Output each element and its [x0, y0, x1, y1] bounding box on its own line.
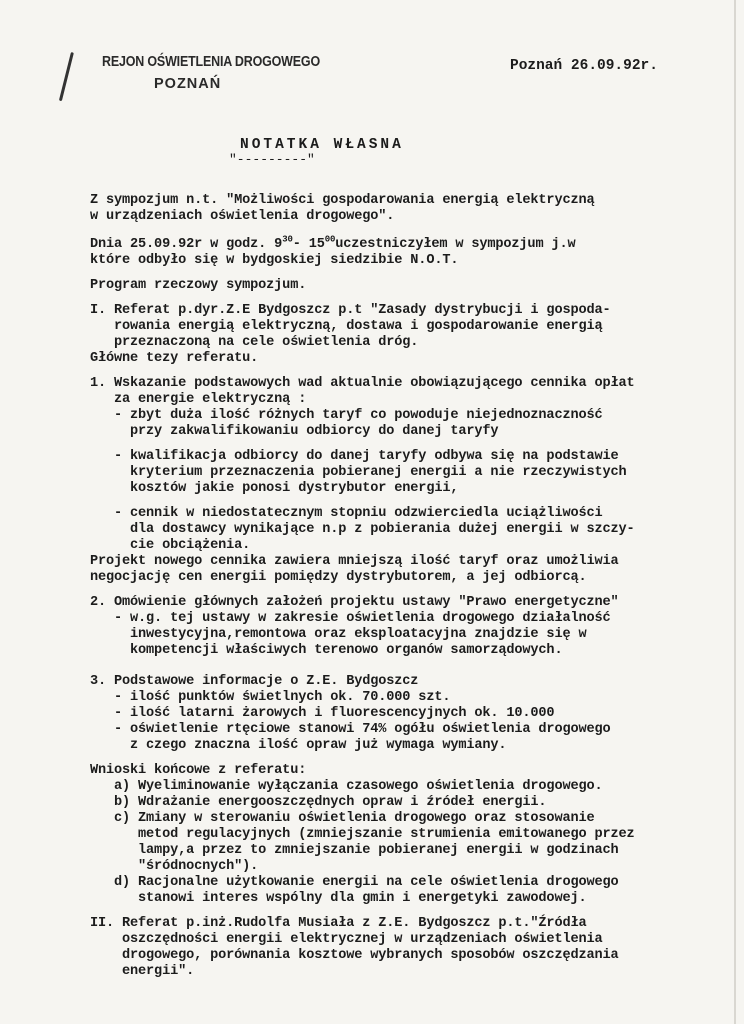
- item-line: d) Racjonalne użytkowanie energii na cele oświetlenia drogowego: [90, 875, 619, 890]
- item-line: dla dostawcy wynikające n.p z pobierania dużej energii w szczy-: [90, 522, 635, 537]
- item-line: a) Wyeliminowanie wyłączania czasowego oświetlenia drogowego.: [90, 779, 603, 794]
- date-line: które odbyło się w bydgoskiej siedzibie N.O.T.: [90, 253, 459, 268]
- item-line: - ilość latarni żarowych i fluorescencyjnych ok. 10.000: [90, 706, 555, 721]
- item-line: cie obciążenia.: [90, 538, 251, 553]
- section-line: przeznaczoną na cele oświetlenia dróg.: [90, 335, 419, 350]
- item-line: przy zakwalifikowaniu odbiorcy do danej taryfy: [90, 424, 499, 439]
- item-line: b) Wdrażanie energooszczędnych opraw i źródeł energii.: [90, 795, 547, 810]
- item-line: inwestycyjna,remontowa oraz eksploatacyjna znajdzie się w: [90, 627, 587, 642]
- document-title: NOTATKA WŁASNA: [240, 137, 404, 153]
- section-line: rowania energią elektryczną, dostawa i gospodarowanie energią: [90, 319, 603, 334]
- section-line: energii".: [90, 964, 195, 979]
- place-date: Poznań 26.09.92r.: [510, 58, 658, 74]
- item-line: Projekt nowego cennika zawiera mniejszą ilość taryf oraz umożliwia: [90, 554, 619, 569]
- document-body: [90, 193, 720, 980]
- item-line: - zbyt duża ilość różnych taryf co powoduje niejednoznaczność: [90, 408, 603, 423]
- date-line: Dnia 25.09.92r w godz. $9^{30}-$ $15^{00}uczestniczyłem$ w sympozjum j.w: [90, 234, 576, 252]
- item-line: - kwalifikacja odbiorcy do danej taryfy odbywa się na podstawie: [90, 449, 619, 464]
- item-line: kryterium przeznaczenia pobieranej energii a nie rzeczywistych: [90, 465, 627, 480]
- item-line: - cennik w niedostatecznym stopniu odzwierciedla uciążliwości: [90, 506, 603, 521]
- item-line: kosztów jakie ponosi dystrybutor energii,: [90, 481, 459, 496]
- item-line: kompetencji właściwych terenowo organów samorządowych.: [90, 643, 563, 658]
- item-line: za energie elektryczną :: [90, 392, 307, 407]
- program-heading: Program rzeczowy sympozjum.: [90, 278, 307, 293]
- item-line: - w.g. tej ustawy w zakresie oświetlenia drogowego działalność: [90, 611, 611, 626]
- item-line: metod regulacyjnych (zmniejszanie strumienia emitowanego przez: [90, 827, 635, 842]
- theses-heading: Główne tezy referatu.: [90, 351, 259, 366]
- page-edge: [734, 0, 736, 1024]
- item-line: negocjację cen energii pomiędzy dystrybutorem, a jej odbiorcą.: [90, 570, 587, 585]
- section-line: II. Referat p.inż.Rudolfa Musiała z Z.E. Bydgoszcz p.t."Źródła: [90, 916, 587, 931]
- item-line: - ilość punktów świetlnych ok. 70.000 szt.: [90, 690, 451, 705]
- item-line: 1. Wskazanie podstawowych wad aktualnie obowiązującego cennika opłat: [90, 376, 635, 391]
- title-underline: "---------": [229, 152, 315, 167]
- item-line: c) Zmiany w sterowaniu oświetlenia drogowego oraz stosowanie: [90, 811, 595, 826]
- stamp-line-2: POZNAŃ: [154, 76, 222, 92]
- item-line: - oświetlenie rtęciowe stanowi 74% ogółu oświetlenia drogowego: [90, 722, 611, 737]
- intro-line: Z sympozjum n.t. "Możliwości gospodarowania energią elektryczną: [90, 193, 595, 208]
- section-line: I. Referat p.dyr.Z.E Bydgoszcz p.t "Zasady dystrybucji i gospoda-: [90, 303, 611, 318]
- item-line: Wnioski końcowe z referatu:: [90, 763, 307, 778]
- item-line: 3. Podstawowe informacje o Z.E. Bydgoszcz: [90, 674, 419, 689]
- section-line: oszczędności energii elektrycznej w urządzeniach oświetlenia: [90, 932, 603, 947]
- item-line: stanowi interes wspólny dla gmin i energetyki zawodowej.: [90, 891, 587, 906]
- item-line: "śródnocnych").: [90, 859, 259, 874]
- section-line: drogowego, porównania kosztowe wybranych sposobów oszczędzania: [90, 948, 619, 963]
- item-line: 2. Omówienie głównych założeń projektu ustawy "Prawo energetyczne": [90, 595, 619, 610]
- item-line: z czego znaczna ilość opraw już wymaga wymiany.: [90, 738, 507, 753]
- intro-line: w urządzeniach oświetlenia drogowego".: [90, 209, 395, 224]
- item-line: lampy,a przez to zmniejszanie pobieranej energii w godzinach: [90, 843, 619, 858]
- institution-stamp: [102, 54, 355, 92]
- stamp-line-1: REJON OŚWIETLENIA DROGOWEGO: [102, 54, 320, 70]
